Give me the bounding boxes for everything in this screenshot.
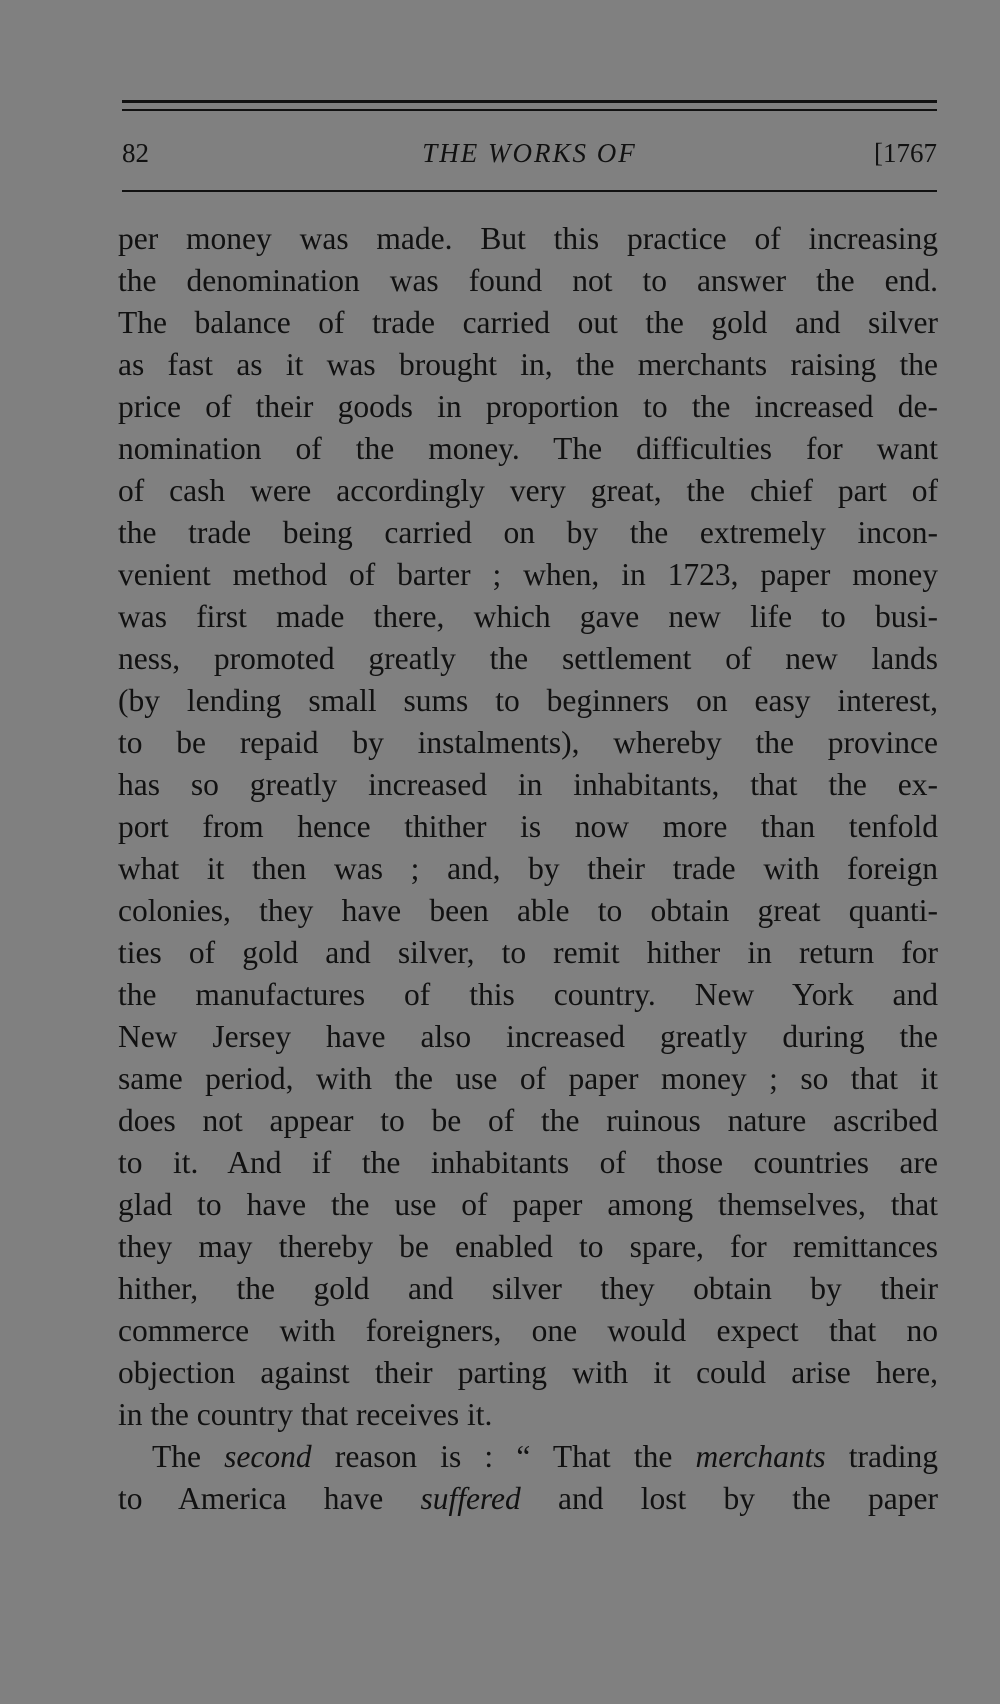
- text-line: price of their goods in proportion to the increased de-: [118, 389, 938, 424]
- top-rule: [122, 100, 937, 103]
- text-line: nomination of the money. The difficulties for want: [118, 431, 938, 466]
- text-line: hither, the gold and silver they obtain by their: [118, 1271, 938, 1306]
- text-line: they may thereby be enabled to spare, for remittances: [118, 1229, 938, 1264]
- text-line: per money was made. But this practice of increasing: [118, 221, 938, 256]
- text-line: of cash were accordingly very great, the chief part of: [118, 473, 938, 508]
- text-line: as fast as it was brought in, the merchants raising the: [118, 347, 938, 382]
- body-text: [118, 218, 938, 1520]
- paragraph-2-line-2: [118, 1478, 938, 1520]
- text-line: New Jersey have also increased greatly during the: [118, 1019, 938, 1054]
- italic-run: suffered: [420, 1481, 521, 1516]
- text-line: objection against their parting with it could arise here,: [118, 1355, 938, 1390]
- text-run: and lost by the paper: [520, 1481, 938, 1516]
- text-line: port from hence thither is now more than tenfold: [118, 809, 938, 844]
- text-line: does not appear to be of the ruinous nature ascribed: [118, 1103, 938, 1138]
- top-rule-thin: [122, 109, 937, 111]
- text-line: in the country that receives it.: [118, 1397, 493, 1432]
- text-line: colonies, they have been able to obtain great quanti-: [118, 893, 938, 928]
- text-line: has so greatly increased in inhabitants, that the ex-: [118, 767, 938, 802]
- text-line: the denomination was found not to answer the end.: [118, 263, 938, 298]
- text-line: to it. And if the inhabitants of those countries are: [118, 1145, 938, 1180]
- text-line: ness, promoted greatly the settlement of new lands: [118, 641, 938, 676]
- text-line: The balance of trade carried out the gold and silver: [118, 305, 938, 340]
- text-run: reason is : “ That the: [311, 1439, 696, 1474]
- italic-run: merchants: [695, 1439, 826, 1474]
- text-line: (by lending small sums to beginners on easy interest,: [118, 683, 938, 718]
- header-rule: [122, 190, 937, 192]
- text-line: to be repaid by instalments), whereby the province: [118, 725, 938, 760]
- text-run: to America have: [118, 1481, 421, 1516]
- running-head: [122, 138, 937, 178]
- page-number: 82: [122, 138, 149, 168]
- text-line: was first made there, which gave new life to busi-: [118, 599, 938, 634]
- text-line: the trade being carried on by the extremely incon-: [118, 515, 938, 550]
- paragraph-2-line-1: [118, 1436, 938, 1478]
- text-line: glad to have the use of paper among themselves, that: [118, 1187, 938, 1222]
- text-run: trading: [825, 1439, 938, 1474]
- text-line: same period, with the use of paper money ; so that it: [118, 1061, 938, 1096]
- text-line: commerce with foreigners, one would expect that no: [118, 1313, 938, 1348]
- running-year: [1767: [874, 138, 937, 168]
- text-line: what it then was ; and, by their trade with foreign: [118, 851, 938, 886]
- text-run: The: [152, 1439, 225, 1474]
- running-title: THE WORKS OF: [422, 138, 637, 168]
- italic-run: second: [224, 1439, 312, 1474]
- text-line: venient method of barter ; when, in 1723, paper money: [118, 557, 938, 592]
- text-line: the manufactures of this country. New York and: [118, 977, 938, 1012]
- text-line: ties of gold and silver, to remit hither in return for: [118, 935, 938, 970]
